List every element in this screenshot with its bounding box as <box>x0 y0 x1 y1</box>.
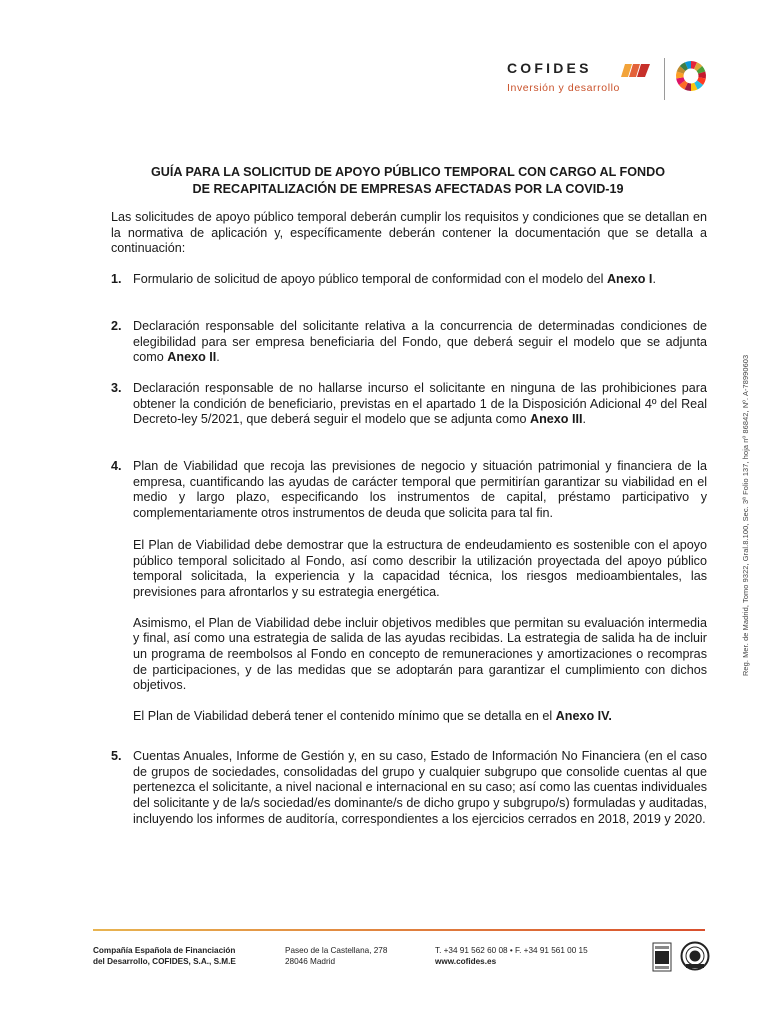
brand-stripes-icon <box>621 64 651 77</box>
item-text: Declaración responsable del solicitante relativa a la concurrencia de determinadas condiciones de elegibilidad para ser empresa beneficiaria del Fondo, que deberá seguir el modelo que se adjunta como Anexo II. <box>133 319 707 365</box>
list-item-5 <box>111 749 707 828</box>
item-text: Cuentas Anuales, Informe de Gestión y, en su caso, Estado de Información No Financiera (en el caso de grupos de sociedades, consolidadas del grupo y cualquier subgrupo que consolide cuentas al que pertenezca el solicitante, a nivel nacional e internacional en su caso; así como las cuentas individuales del solicitante y de la/s sociedad/es dominante/s de dicho grupo y subgrupo/s) formuladas y auditadas, incluyendo los informes de auditoría, correspondientes a los ejercicios cerrados en 2018, 2019 y 2020. <box>133 749 707 826</box>
footer-divider <box>93 929 705 931</box>
certification-seal-icon <box>680 941 710 971</box>
list-item-2 <box>111 319 707 366</box>
document-title <box>110 164 706 197</box>
title-line-2: DE RECAPITALIZACIÓN DE EMPRESAS AFECTADAS POR LA COVID-19 <box>192 181 624 196</box>
item-4-paragraph-4: El Plan de Viabilidad deberá tener el contenido mínimo que se detalla en el Anexo IV. <box>133 709 612 724</box>
footer-phone: T. +34 91 562 60 08 • F. +34 91 561 00 15 <box>435 946 588 955</box>
item-text: Formulario de solicitud de apoyo público temporal de conformidad con el modelo del Anexo I. <box>133 272 656 286</box>
list-item-1 <box>111 272 707 288</box>
footer-company: Compañía Española de Financiación del Desarrollo, COFIDES, S.A., S.M.E <box>93 946 236 966</box>
list-item-3 <box>111 381 707 428</box>
logo-divider <box>664 58 665 100</box>
annex-ref: Anexo I <box>606 272 653 286</box>
title-line-1: GUÍA PARA LA SOLICITUD DE APOYO PÚBLICO TEMPORAL CON CARGO AL FONDO <box>150 165 666 179</box>
annex-ref: Anexo II <box>167 350 217 365</box>
item-text: Plan de Viabilidad que recoja las previsiones de negocio y situación patrimonial y financiera de la empresa, cuantificando las ayudas de carácter temporal que permitirían garantizar su viabilidad en el medio y largo plazo, especificando los instrumentos de capital, préstamo participativo y complementariamente otros instrumentos de deuda que solicita para tal fin. <box>133 459 707 521</box>
item-4-paragraph-2: El Plan de Viabilidad debe demostrar que la estructura de endeudamiento es sostenible con el apoyo público temporal solicitado al Fondo, así como describir la utilización proyectada del apoyo público temporal solicitada, la experiencia y la capacidad técnica, los riesgos medioambientales, las previsiones para afrontarlos y su estrategia energética. <box>133 537 707 599</box>
item-number: 3. <box>111 381 122 395</box>
cofides-logo <box>505 58 755 104</box>
item-text: Declaración responsable de no hallarse incurso el solicitante en ninguna de las prohibiciones para obtener la condición de beneficiario, previstas en el apartado 1 de la Disposición Adicional 4º del Real Decreto-ley 5/2021, que deberá seguir el modelo que se adjunta como Anexo III. <box>133 381 707 427</box>
footer-contact <box>435 945 635 967</box>
sdg-wheel-icon <box>675 60 707 92</box>
item-number: 4. <box>111 459 122 473</box>
item-4-paragraph-3: Asimismo, el Plan de Viabilidad debe incluir objetivos medibles que permitan su evaluación intermedia y final, así como una estrategia de salida de las ayudas recibidas. La estrategia de salida ha de incluir un programa de reembolsos al Fondo en concepto de remuneraciones y amortizaciones o recompras de participaciones, y de las medidas que se adoptarán para garantizar el cumplimiento con dichos objetivos. <box>133 615 707 693</box>
item-number: 5. <box>111 749 122 763</box>
brand-name: COFIDES <box>507 60 592 76</box>
er-certification-icon <box>652 942 672 972</box>
item-number: 2. <box>111 319 122 333</box>
annex-ref: Anexo III <box>529 412 583 427</box>
brand-tagline: Inversión y desarrollo <box>507 82 620 94</box>
registry-text: Reg. Mer. de Madrid, Tomo 9322, Gral.8.100, Sec. 3ª Folio 137, hoja nº 86842, Nº. A-78990603 <box>741 354 750 676</box>
registry-side-text <box>741 354 750 676</box>
footer-web-link[interactable]: www.cofides.es <box>435 957 497 966</box>
intro-paragraph: Las solicitudes de apoyo público temporal deberán cumplir los requisitos y condiciones que se detallan en la normativa de aplicación y, específicamente deberán contener la documentación que se detalla a continuación: <box>111 210 707 256</box>
list-item-4 <box>111 459 707 725</box>
annex-ref: Anexo IV. <box>555 709 612 724</box>
item-number: 1. <box>111 272 122 286</box>
footer-address: Paseo de la Castellana, 278 28046 Madrid <box>285 946 388 966</box>
